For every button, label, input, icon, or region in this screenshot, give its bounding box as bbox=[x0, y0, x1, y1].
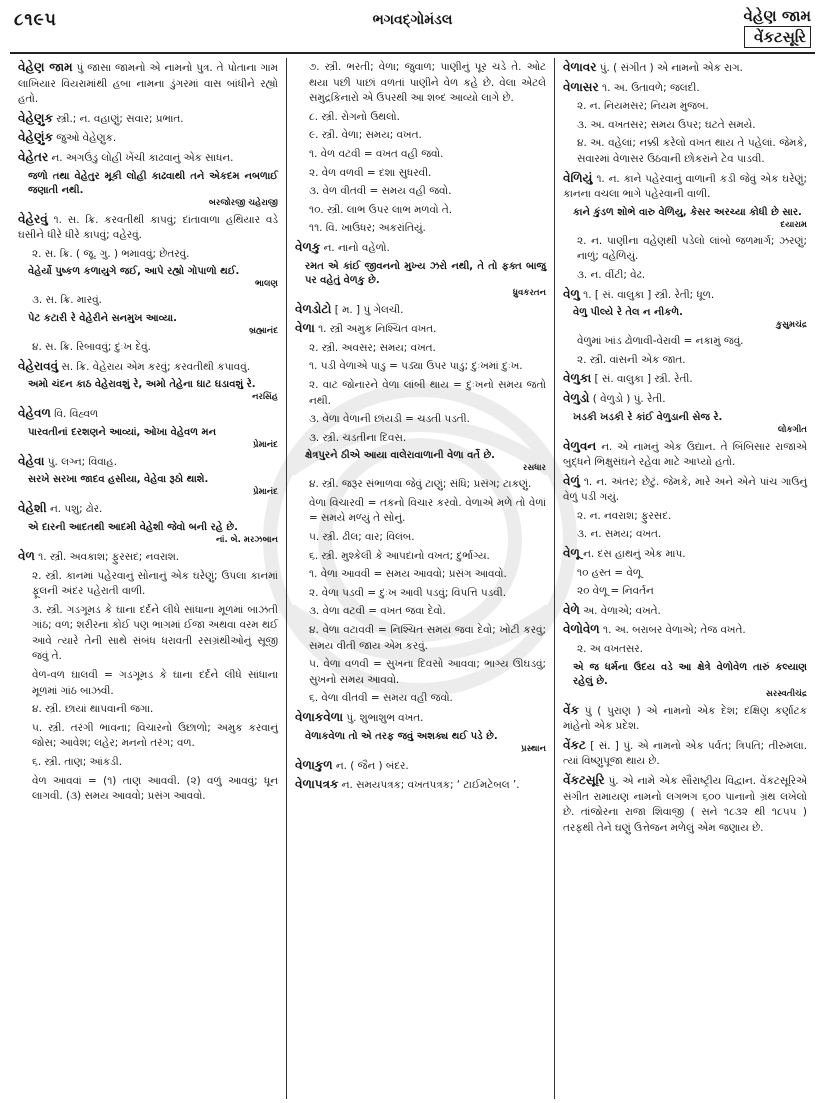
citation-source: નાં. બે. મરઝબાન bbox=[215, 534, 278, 545]
guide-word-last: વેંકટસૂરિ bbox=[744, 26, 811, 48]
citation bbox=[28, 265, 278, 290]
sense: ૩. સ્ત્રી. ગડગૂમડ કે ઘાના દર્દને લીધે સાંધાના મૂળમાં બાઝતી ગાંઠ; વળ; શરીરના કોઈ પણ ભાગમાં ઈજા અથવા વરમ થઈ આવે ત્યારે તેની સાથે સંબંધ ધરાવતી રસગ્રંથીઓનું સૂજી જવું તે. bbox=[32, 603, 278, 663]
dictionary-entry bbox=[563, 603, 807, 620]
citation-source: લોકગીત bbox=[777, 424, 807, 435]
citation bbox=[28, 473, 278, 498]
headword: વેહેવળ bbox=[18, 406, 51, 421]
sense: ૧૦ હસ્ત = વેળૂ bbox=[577, 566, 641, 579]
dictionary-entry bbox=[18, 212, 278, 244]
sense: ૪. વેળા વટાવવી = નિશ્ચિત સમય જવા દેવો; ખોટી કરવું; સમય વીતી જાય એમ કરવું. bbox=[309, 624, 546, 652]
sense: ૫. સ્ત્રી. તરંગી ભાવના; વિચારનો ઉછાળો; અમુક કરવાનું જોસ; આવેશ; લહેર; મનનો તરંગ; વળ. bbox=[32, 721, 278, 750]
headword: વેળાવર bbox=[563, 60, 597, 74]
citation-source: દયારામ bbox=[780, 219, 807, 230]
definition-text: વિ. વિહ્વળ bbox=[50, 408, 99, 421]
dictionary-entry bbox=[563, 439, 807, 471]
guide-word-first: વેહેણ જામ bbox=[743, 7, 811, 25]
citation-text: વેળાકવેળા તો એ તરફ જવું અશક્ય થઈ પડે છે. bbox=[305, 730, 498, 742]
headword: વેળિયું bbox=[563, 170, 593, 185]
sense: ૩. અ. વખતસર; સમય ઉપર; ઘટતે સમયે. bbox=[577, 118, 756, 131]
definition-text: સ્ત્રી.; ન. વહાણું; સવાર; પ્રભાત. bbox=[52, 112, 184, 125]
sense: ૨. વાટ જોનારને વેળા લાંબી થાય = દુઃખનો સમય જતો નથી. bbox=[309, 378, 546, 407]
sense: ૨. સ્ત્રી. વાંસની એક જાત. bbox=[577, 353, 686, 366]
sense: ૫. સ્ત્રી. ઢીલ; વાર; વિલંબ. bbox=[309, 531, 415, 544]
citation-source: રસધાર bbox=[522, 463, 546, 474]
definition-text: ન. દસ હાથનું એક માપ. bbox=[579, 548, 686, 561]
dictionary-entry bbox=[563, 703, 807, 735]
sense: ૯. સ્ત્રી. વેળા; સમય; વખત. bbox=[309, 129, 422, 142]
citation-source: બ્રહ્માનંદ bbox=[249, 325, 278, 336]
dictionary-entry bbox=[563, 773, 807, 836]
dictionary-entry bbox=[295, 302, 546, 319]
dictionary-entry bbox=[18, 549, 278, 566]
dictionary-entry bbox=[18, 60, 278, 108]
sense: ૪. અ. વહેલાં; નક્કી કરેલો વખત થાય તે પહેલાં. જેમકે, સવારમાં વેળાસર ઉઠવાની છોકરાંને ટેવ પાડવી. bbox=[577, 137, 807, 165]
sense: ૩. ન. વીંટી; વેઢ. bbox=[577, 268, 646, 281]
citation-text: પેટ કટારી રે વેહેરીને સનમુખ આવ્યા. bbox=[28, 312, 177, 324]
dictionary-entry bbox=[563, 287, 807, 304]
sense: વેળા વિચારવી = તકનો વિચાર કરવો. વેળાએ મળે તો વેળાં = સમયે મળ્યું તે સોનું. bbox=[309, 496, 546, 525]
headword: વેળ bbox=[18, 548, 35, 563]
citation-text: જળો તથા વેહેતુર મૂકી લોહી કાઢવાથી તને એકદમ નબળાઈ જણાતી નથી. bbox=[28, 170, 278, 196]
citation-text: કાને કુંડળ શોભે વારુ વેળિયુ, કેસર અરચ્યા કોધી છે સાર. bbox=[573, 206, 802, 218]
citation-source: સરસ્વતીચંદ્ર bbox=[765, 688, 807, 699]
sense: ૨. સ. ક્રિ. ( જૂ. ગુ. ) ભમાવવું; છેતરવું. bbox=[32, 247, 190, 260]
citation-source: બરજોરજી ચહેરાજી bbox=[209, 197, 278, 208]
sense: ૬. વેળા વીતવી = સમય વહી જવો. bbox=[309, 692, 453, 705]
definition-text: સ. ક્રિ. વેહેરાય એમ કરવું; કરવતીથી કપાવવું. bbox=[58, 360, 251, 373]
sense: ૩. વેળા વેળાની છાંયડી = ચડતી પડતી. bbox=[309, 413, 470, 426]
headword: વેળોવેળ bbox=[563, 622, 600, 637]
book-title: ભગવદ્ગોમંડલ bbox=[372, 12, 453, 28]
headword: વેહેશી bbox=[18, 501, 47, 516]
dictionary-entry bbox=[563, 546, 807, 563]
dictionary-entry bbox=[18, 359, 278, 376]
headword: વેહેરવું bbox=[18, 211, 48, 226]
citation bbox=[305, 449, 546, 474]
sense: ૧. વેળ વટવી = વખત વહી જવો. bbox=[309, 147, 444, 160]
citation-source: પ્રેમાનંદ bbox=[253, 439, 278, 450]
header-rule bbox=[10, 52, 815, 54]
headword: વેળાસર bbox=[563, 79, 599, 94]
sense: ૧. વેળા આવવી = સમય આવવો; પ્રસંગ આવવો. bbox=[309, 568, 507, 581]
headword: વેળાકવેળા bbox=[295, 710, 344, 724]
sense: ૭. સ્ત્રી. ભરતી; વેળા; જુવાળ; પાણીનું પૂર ચડે તે. ઓટ થયા પછી પાછાં વળતાં પાણીને વેળ કહે છે. વેલા એટલે સમુદ્રકિનારો એ ઉપરથી આ શબ્દ આવ્યો લાગે છે. bbox=[309, 61, 546, 105]
column-1 bbox=[10, 58, 287, 1099]
sense: ૪. સ્ત્રી. જરૂર સંભાળવા જેવું ટાણું; સંધિ; પ્રસંગ; ટાકણું. bbox=[309, 478, 532, 491]
citation bbox=[573, 206, 807, 231]
sense: ૨. સ્ત્રી. અવસર; સમય; વખત. bbox=[309, 341, 436, 354]
headword: વેંકટ bbox=[563, 737, 586, 752]
definition-text: [ સં. વાલુકા ] સ્ત્રી. રેતી. bbox=[591, 373, 693, 386]
citation-text: અમો ચંદન કાઠ વેહેરાવશું રે, અમો તેહેના ઘાટ ઘડાવશું રે. bbox=[28, 379, 256, 391]
sense: ૬. સ્ત્રી. તાણ; આંકડી. bbox=[32, 756, 123, 769]
headword: વેળાકુળ bbox=[295, 757, 333, 772]
definition-text: પું જાસા જામનો એ નામનો પુત્ર. તે પોતાના ગામ લાખિયાર વિયરામાંથી હબા નામના ડુંગરમાં વાસ બાંધીને રહ્યો હતો. bbox=[18, 62, 278, 106]
column-3 bbox=[555, 58, 815, 1099]
headword: વેહેતર bbox=[18, 149, 49, 164]
dictionary-entry bbox=[18, 150, 278, 167]
citation-source: ધ્રુવકરતન bbox=[512, 287, 546, 298]
definition-text: ૧. અ. ઉતાવળે; જલદી. bbox=[598, 81, 700, 94]
headword: વેંકટસૂરિ bbox=[563, 773, 605, 787]
dictionary-entry bbox=[295, 240, 546, 257]
dictionary-entry bbox=[18, 501, 278, 518]
sense: ૧. પડી વેળાએ પાડુ = પડ્યા ઉપર પાડુ; દુઃખમાં દુઃખ. bbox=[309, 360, 523, 373]
citation bbox=[305, 260, 546, 299]
page-number: ૮૧૯૫ bbox=[14, 10, 57, 30]
dictionary-entry bbox=[563, 80, 807, 97]
definition-text: ન. એ નામનું એક ઉદ્યાન. તે બિંબિસાર રાજાએ બુદ્ધને ભિક્ષુસંઘને રહેવા માટે આપ્યો હતો. bbox=[563, 440, 807, 469]
sense: ૩. ન. સમય; વખત. bbox=[577, 528, 662, 541]
sense: ૮. સ્ત્રી. રોગનો ઉથલો. bbox=[309, 110, 400, 123]
sense: વેળ આવવાં = (૧) તાણ આવવી. (૨) વળું આવવું; ધૂન લાગવી. (૩) સમય આવવો; પ્રસંગ આવવો. bbox=[32, 774, 278, 803]
definition-text: [ સં. ] પું. એ નામનો એક પર્વત; ત્રિપતિ; તીરુમલા. ત્યાં વિષ્ણુપૂજા થાય છે. bbox=[563, 739, 807, 768]
citation-source: પ્રેમાનંદ bbox=[253, 487, 278, 498]
definition-text: પું. શુભાશુભ વખત. bbox=[343, 712, 424, 724]
definition-text: [ મ. ] પું ગેલચી. bbox=[331, 303, 404, 316]
citation-text: એ દારની આદતથી આદમી વેહેશી જેવો બની રહે છે. bbox=[28, 521, 238, 533]
headword: વેળા bbox=[295, 321, 315, 336]
definition-text: પું. ( સંગીત ) એ નામનો એક રાગ. bbox=[596, 62, 743, 74]
definition-text: ૧. સ્ત્રી. અવકાશ; ફુરસદ; નવરાશ. bbox=[34, 550, 180, 563]
dictionary-columns bbox=[10, 58, 815, 1099]
sense: ૩. સ. ક્રિ. મારવું. bbox=[32, 294, 102, 307]
definition-text: ૧. સ્ત્રી અમુક નિશ્ચિત વખત. bbox=[314, 323, 437, 336]
headword: વેહેરાવવું bbox=[18, 358, 59, 373]
headword: વેળુકા bbox=[563, 371, 592, 386]
citation-source: કુસુમચંદ્ર bbox=[775, 320, 807, 331]
citation-text: પારવતીનાં દરશણને આવ્યાં, ઓખા વેહેવળ મન bbox=[28, 426, 217, 438]
definition-text: પું ( પુરાણ ) એ નામનો એક દેશ; દક્ષિણ કર્ણાટક માંહેનો એક પ્રદેશ. bbox=[563, 704, 807, 733]
sense: ૪. સ. ક્રિ. રિબાવવું; દુઃખ દેવું. bbox=[32, 340, 151, 353]
headword: વેહેણુક bbox=[18, 110, 53, 125]
citation bbox=[28, 170, 278, 209]
citation-text: વેળુ પીલ્યે રે તેલ ન નીકળે. bbox=[573, 307, 683, 319]
headword: વેંક bbox=[563, 702, 579, 717]
citation-text: ક્ષેત્રપુરને ઠીએ આયા વાલેરાવાળાની વેળા વર્તે છે. bbox=[305, 450, 495, 462]
headword: વેળું bbox=[563, 473, 580, 488]
definition-text: પું. એ નામે એક સૌરાષ્ટ્રીય વિદ્વાન. વેંકટસૂરિએ સંગીત રામાયણ નામનો લગભગ ૬૦૦ પાનાનો ગ્રંથ લખેલો છે. તાંજોરના રાજા શિવાજી ( સને ૧૮૩૨ થી ૧૮૫૫ ) તરફથી તેને ઘણું ઉત્તેજન મળેલું એમ જણાય છે. bbox=[563, 775, 807, 834]
citation-text: વેહેર્યો પુષ્કળ કળાયુગે જઈ, આપે રહ્યો ગોપાળો થઈ. bbox=[28, 266, 240, 278]
sense: ૩. સ્ત્રી. ચડતીના દિવસ. bbox=[309, 431, 407, 444]
dictionary-entry bbox=[18, 130, 278, 147]
citation bbox=[28, 426, 278, 451]
definition-text: ૧. અ. બરાબર વેળાએ; તેજ વખતે. bbox=[599, 624, 746, 637]
definition-text: ન. પશુ; ઢોર. bbox=[46, 503, 103, 516]
definition-text: અ. વેળાએ; વખતે. bbox=[579, 604, 661, 617]
citation-source: પ્રસ્થાન bbox=[521, 743, 546, 754]
dictionary-entry bbox=[295, 758, 546, 775]
citation bbox=[28, 378, 278, 403]
definition-text: ( વેળુડો ) પું. રેતી. bbox=[589, 392, 666, 405]
dictionary-entry bbox=[563, 391, 807, 408]
headword: વેહેણુંક bbox=[18, 130, 53, 145]
dictionary-entry bbox=[563, 622, 807, 639]
sense: ૪. સ્ત્રી. છાયાં થાપવાની જગા. bbox=[32, 703, 154, 716]
sense: વેળ-વળ ઘાલવી = ગડગૂમડ કે ઘાના દર્દને લીધે સાંધાના મૂળમાં ગાંઠ બાઝવી. bbox=[32, 669, 278, 697]
definition-text: જુઓ વેહેણુક. bbox=[52, 132, 117, 145]
citation bbox=[573, 411, 807, 436]
dictionary-entry bbox=[563, 738, 807, 770]
headword: વેળાપત્રક bbox=[295, 777, 339, 792]
sense: ૬. સ્ત્રી. મુશ્કેલી કે આપદાનો વખત; દુર્ભાગ્ય. bbox=[309, 549, 490, 562]
citation-source: નરસિંહ bbox=[252, 392, 278, 403]
headword: વેહેણ જામ bbox=[18, 60, 73, 74]
definition-text: ન. નાનો વહેળો. bbox=[320, 241, 390, 254]
sense: વેળુમાં ખાંડ ઢોળાવી-વેરાવી = નકામું જવું. bbox=[577, 335, 744, 348]
citation bbox=[305, 730, 546, 755]
sense: ૧૧. વિ. ખાઉધર; અકરાંતિયું. bbox=[309, 222, 426, 235]
headword: વેળુ bbox=[563, 286, 580, 301]
definition-text: ૧. [ સં. વાલુકા ] સ્ત્રી. રેતી; ધૂળ. bbox=[579, 288, 715, 301]
headword: વેળુવન bbox=[563, 438, 597, 453]
definition-text: ન. અગઉંડુ લોહી ખેંચી કાઢવાનું એક સાધન. bbox=[48, 151, 234, 164]
headword: વેહેવા bbox=[18, 453, 45, 468]
column-2 bbox=[287, 58, 555, 1099]
headword: વેળુડો bbox=[563, 390, 590, 405]
dictionary-entry bbox=[295, 321, 546, 338]
sense: ૨. વેળ વળવી = દશા સુધરવી. bbox=[309, 166, 432, 179]
sense: ૩. વેળ વીતવી = સમય વહી જવો. bbox=[309, 185, 452, 198]
citation bbox=[573, 306, 807, 331]
definition-text: ૧. ન. અંતર; છેટું. જેમકે, મારે અને એને પાંચ ગાઉનું વેળું પડી ગયું. bbox=[563, 475, 807, 504]
definition-text: ૧. ન. કાને પહેરવાનું વાળાની કડી જેવું એક ઘરેણું; કાનના વચલા ભાગે પહેરવાની વાળી. bbox=[563, 172, 807, 201]
dictionary-entry bbox=[18, 454, 278, 471]
dictionary-entry bbox=[295, 710, 546, 727]
citation-text: રમત એ કાંઈ જીવનનો મુખ્ય ઝરો નથી, તે તો ફક્ત બાજુ પર વહેતું વેળકુ છે. bbox=[305, 260, 546, 286]
dictionary-entry bbox=[563, 371, 807, 388]
headword: વેળડોટો bbox=[295, 301, 332, 316]
running-head bbox=[0, 4, 825, 52]
citation bbox=[28, 312, 278, 337]
dictionary-entry bbox=[295, 777, 546, 794]
citation-source: ભાલણ bbox=[255, 279, 278, 290]
definition-text: ન. ( જૈન ) બંદર. bbox=[332, 759, 409, 772]
sense: ૨. અ વખતસર. bbox=[577, 643, 643, 656]
sense: ૫. વેળા વળવી = સુખના દિવસો આવવા; ભાગ્ય ઊઘડવું; સુખનો સમય આવવો. bbox=[309, 658, 546, 686]
dictionary-entry bbox=[18, 111, 278, 128]
headword: વેળે bbox=[563, 602, 580, 617]
sense: ૨. ન. નવરાશ; ફુરસદ. bbox=[577, 509, 672, 522]
sense: ૨. ન. પાણીના વહેણથી પડેલો લાંબો જળમાર્ગ; ઝરણું; નાળું; વહેળિયું. bbox=[577, 234, 807, 263]
dictionary-entry bbox=[18, 406, 278, 423]
citation bbox=[28, 521, 278, 546]
headword: વેળૂ bbox=[563, 546, 580, 561]
dictionary-entry bbox=[563, 474, 807, 506]
sense: ૧૦. સ્ત્રી. લાભ ઉપર લાભ મળવો તે. bbox=[309, 203, 453, 216]
citation-text: સરખે સરખા જાદવ હસીયા, વેહેવા રૂઠો થાશે. bbox=[28, 474, 209, 486]
sense: ૨૦ વેળૂ = નિવર્તન bbox=[577, 585, 654, 598]
dictionary-entry bbox=[563, 171, 807, 203]
sense: ૨. સ્ત્રી. કાનમાં પહેરવાનું સોનાનું એક ઘરેણું; ઉપલા કાનમાં ફૂલની અંદર પહેરાતી વાળી. bbox=[32, 569, 278, 598]
definition-text: ૧. સ. ક્રિ. કરવતીથી કાપવું; દાંતાવાળા હથિયાર વડે ઘસીને ધીરે ધીરે કાપવું; વહેરવું. bbox=[18, 213, 278, 242]
headword: વેળકુ bbox=[295, 239, 321, 254]
citation-text: એ જ ધર્મના ઉદય વડે આ ક્ષેત્રે વેળોવેળ તારું કલ્યાણ રહેલું છે. bbox=[573, 661, 807, 687]
sense: ૩. વેળા વટવી = વખત જવા દેવો. bbox=[309, 605, 446, 618]
definition-text: ન. સમયપત્રક; વખતપત્રક; ‘ ટાઈમટેબલ ’. bbox=[338, 779, 520, 792]
guide-words bbox=[744, 6, 811, 48]
sense: ૨. વેળા પડવી = દુઃખ આવી પડવું; વિપત્તિ પડવી. bbox=[309, 586, 507, 599]
sense: ૨. ન. નિયમસર; નિયમ મુજબ. bbox=[577, 100, 709, 113]
citation-text: ખડકી ખડકી રે કાંઈ વેળુડાની સેજ રે. bbox=[573, 411, 723, 423]
definition-text: પું. લગ્ન; વિવાહ. bbox=[44, 455, 117, 468]
dictionary-entry bbox=[563, 60, 807, 77]
citation bbox=[573, 661, 807, 700]
